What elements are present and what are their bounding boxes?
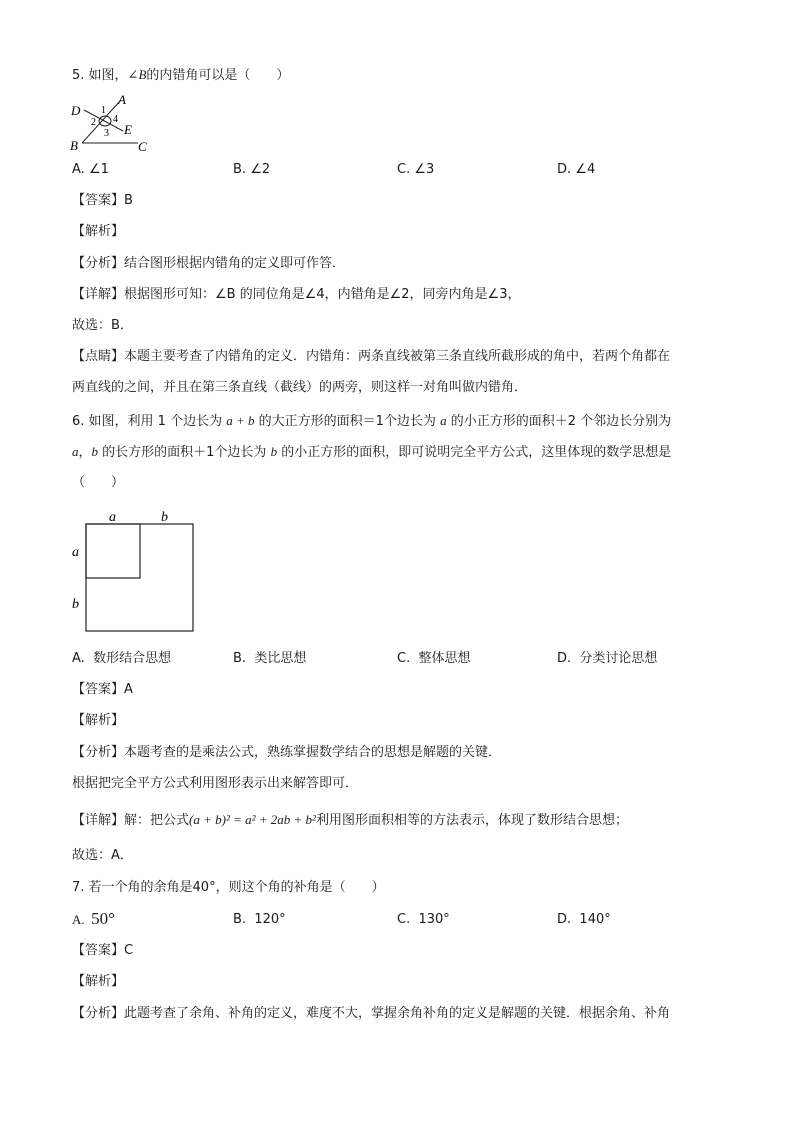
- q6-stem-line2: a，b 的长方形的面积＋1个边长为 b 的小正方形的面积，即可说明完全平方公式，这里体现的数学思想是: [72, 444, 672, 460]
- q5-option-d: D. ∠4: [557, 162, 596, 177]
- q5-option-b: B. ∠2: [233, 162, 271, 177]
- q6-jiexi: 【解析】: [72, 713, 125, 728]
- left-label-b: b: [72, 597, 79, 612]
- q6-guxuan: 故选：A．: [72, 848, 133, 863]
- q7-stem: 7. 若一个角的余角是40°，则这个角的补角是（ ）: [72, 880, 385, 895]
- q7-fenxi: 【分析】此题考查了余角、补角的定义，难度不大，掌握余角补角的定义是解题的关键．根据余角、补角: [72, 1006, 671, 1021]
- angle-2-label: 2: [91, 117, 96, 128]
- q5-fenxi: 【分析】结合图形根据内错角的定义即可作答．: [72, 256, 346, 271]
- label-a: A: [118, 92, 126, 107]
- q5-option-c: C. ∠3: [397, 162, 435, 177]
- label-b: B: [70, 138, 78, 152]
- q5-dianjing-line2: 两直线的之间，并且在第三条直线（截线）的两旁，则这样一对角叫做内错角．: [72, 380, 528, 395]
- q6-option-d: D. 分类讨论思想: [557, 651, 658, 666]
- q7-jiexi: 【解析】: [72, 974, 125, 989]
- q5-dianjing-line1: 【点睛】本题主要考查了内错角的定义．内错角：两条直线被第三条直线所截形成的角中，若两个角都在: [72, 349, 671, 364]
- q6-fenxi: 【分析】本题考查的是乘法公式，熟练掌握数学结合的思想是解题的关键．: [72, 745, 502, 760]
- q5-xiangjie: 【详解】根据图形可知：∠B 的同位角是∠4，内错角是∠2，同旁内角是∠3，: [72, 287, 521, 302]
- q7-answer: 【答案】C: [72, 943, 134, 958]
- q6-fenxi-2: 根据把完全平方公式利用图形表示出来解答即可．: [72, 776, 359, 791]
- label-e: E: [124, 122, 132, 137]
- q6-stem-line3: （ ）: [72, 475, 125, 490]
- q6-option-c: C. 整体思想: [397, 651, 471, 666]
- label-c: C: [138, 139, 147, 152]
- angle-3-label: 3: [104, 128, 109, 139]
- q5-guxuan: 故选：B．: [72, 318, 133, 333]
- q5-figure: [66, 90, 156, 152]
- angle-4-label: 4: [113, 114, 118, 125]
- q7-option-c: C. 130°: [397, 912, 450, 927]
- q7-option-d: D. 140°: [557, 912, 611, 927]
- q5-stem: 5. 如图，∠B的内错角可以是（ ）: [72, 67, 290, 83]
- q6-answer: 【答案】A: [72, 682, 133, 697]
- q5-answer: 【答案】B: [72, 193, 133, 208]
- q6-option-a: A. 数形结合思想: [72, 651, 172, 666]
- angle-1-label: 1: [101, 105, 106, 116]
- top-label-a: a: [109, 510, 116, 525]
- top-label-b: b: [161, 510, 168, 525]
- q6-figure: [66, 506, 200, 636]
- q7-option-b: B. 120°: [233, 912, 286, 927]
- q6-option-b: B. 类比思想: [233, 651, 307, 666]
- left-label-a: a: [72, 545, 79, 560]
- q6-formula: (a + b)² = a² + 2ab + b²: [189, 812, 316, 827]
- q5-jiexi: 【解析】: [72, 224, 125, 239]
- q6-xiangjie: 【详解】解：把公式(a + b)² = a² + 2ab + b²利用图形面积相等的方法表示，体现了数形结合思想；: [72, 812, 628, 828]
- q6-stem-line1: 6. 如图，利用 1 个边长为 a + b 的大正方形的面积＝1个边长为 a 的小正方形的面积＋2 个邻边长分别为: [72, 413, 672, 429]
- q5-option-a: A. ∠1: [72, 162, 109, 177]
- q7-option-a: A. 50°: [72, 909, 115, 928]
- label-d: D: [71, 103, 81, 118]
